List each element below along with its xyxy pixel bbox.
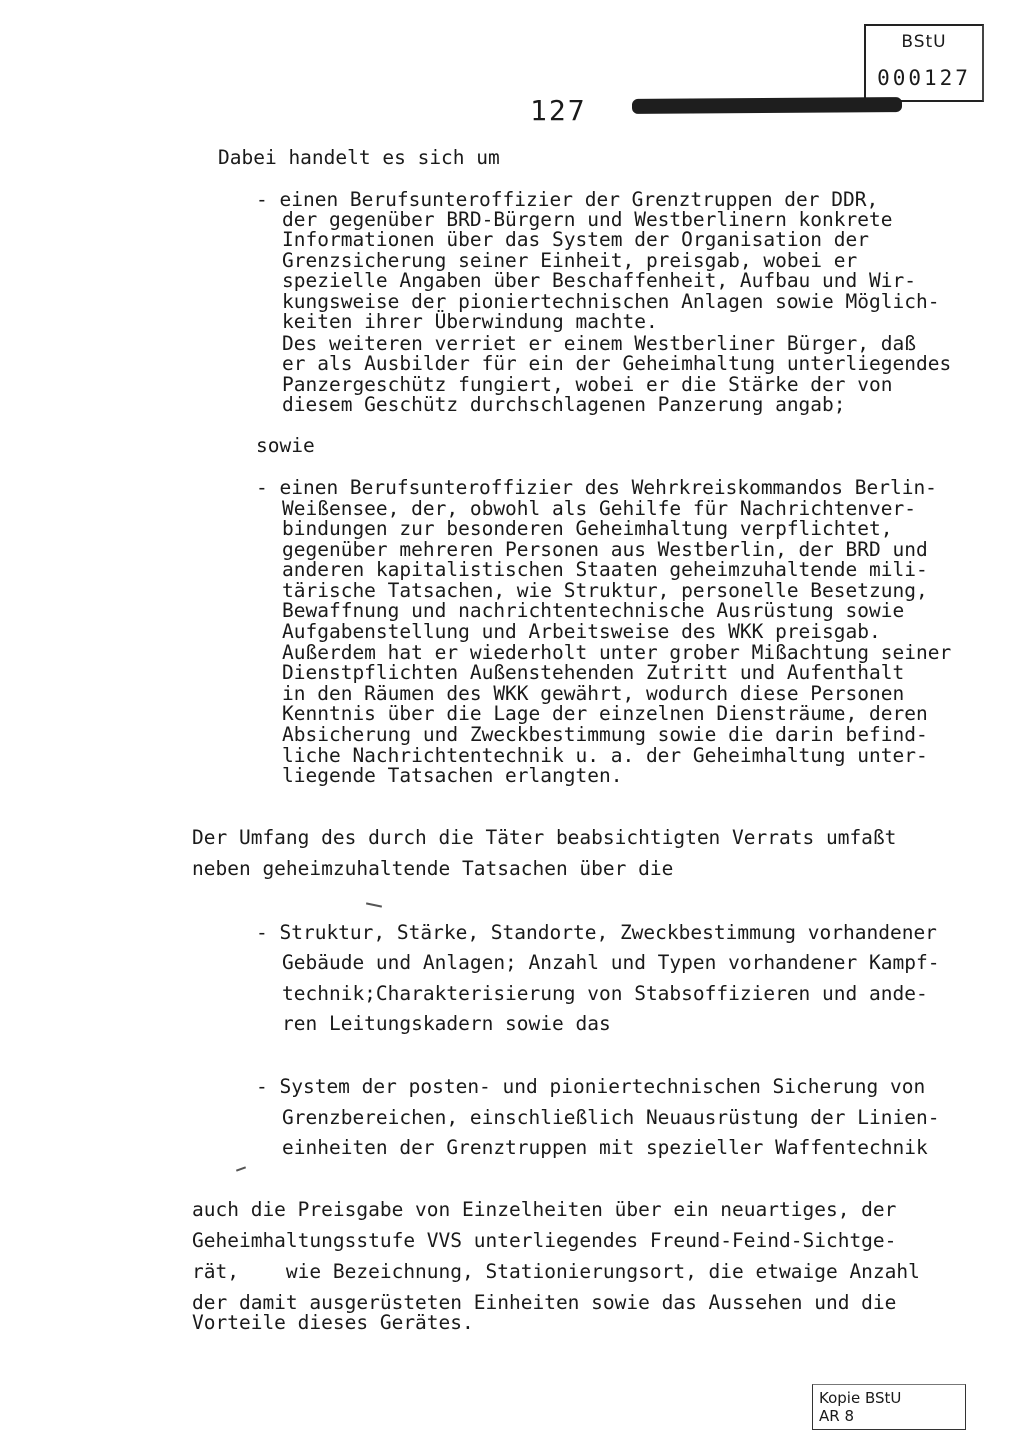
text-line: diesem Geschütz durchschlagenen Panzerung angab;	[282, 393, 846, 416]
text-line: - einen Berufsunteroffizier des Wehrkreiskommandos Berlin-	[256, 476, 937, 499]
text-line: sowie	[256, 434, 315, 457]
text-line: Geheimhaltungsstufe VVS unterliegendes Freund-Feind-Sichtge-	[192, 1229, 897, 1252]
text-line: - Struktur, Stärke, Standorte, Zweckbestimmung vorhandener	[256, 921, 937, 944]
text-line: Grenzsicherung seiner Einheit, preisgab, wobei er	[282, 249, 858, 272]
stray-mark	[236, 1166, 246, 1171]
text-line: rät, wie Bezeichnung, Stationierungsort, die etwaige Anzahl	[192, 1260, 920, 1283]
stamp-label: BStU	[901, 32, 947, 52]
text-line: kungsweise der pioniertechnischen Anlagen sowie Möglich-	[282, 290, 940, 313]
stamp-number: 000127	[877, 66, 971, 90]
text-line: er als Ausbilder für ein der Geheimhaltung unterliegendes	[282, 352, 952, 375]
text-line: auch die Preisgabe von Einzelheiten über ein neuartiges, der	[192, 1198, 897, 1221]
text-line: Bewaffnung und nachrichtentechnische Ausrüstung sowie	[282, 599, 905, 622]
text-line: in den Räumen des WKK gewährt, wodurch diese Personen	[282, 682, 905, 705]
text-line: liche Nachrichtentechnik u. a. der Geheimhaltung unter-	[282, 744, 928, 767]
text-line: ren Leitungskadern sowie das	[282, 1012, 611, 1035]
text-line: Kenntnis über die Lage der einzelnen Diensträume, deren	[282, 702, 928, 725]
text-line: Absicherung und Zweckbestimmung sowie die darin befind-	[282, 723, 928, 746]
text-line: keiten ihrer Überwindung machte.	[282, 310, 658, 333]
text-line: anderen kapitalistischen Staaten geheimzuhaltende mili-	[282, 558, 928, 581]
text-line: Dienstpflichten Außenstehenden Zutritt und Aufenthalt	[282, 661, 905, 684]
text-line: Der Umfang des durch die Täter beabsichtigten Verrats umfaßt	[192, 826, 897, 849]
text-line: liegende Tatsachen erlangten.	[282, 764, 623, 787]
text-line: gegenüber mehreren Personen aus Westberlin, der BRD und	[282, 538, 928, 561]
text-line: tärische Tatsachen, wie Struktur, personelle Besetzung,	[282, 579, 928, 602]
text-line: spezielle Angaben über Beschaffenheit, Aufbau und Wir-	[282, 269, 916, 292]
text-line: neben geheimzuhaltende Tatsachen über die	[192, 857, 674, 880]
text-line: Grenzbereichen, einschließlich Neuausrüstung der Linien-	[282, 1106, 940, 1129]
text-line: - einen Berufsunteroffizier der Grenztruppen der DDR,	[256, 188, 879, 211]
copy-stamp-line2: AR 8	[819, 1407, 854, 1425]
archive-stamp	[864, 24, 984, 102]
stray-mark	[366, 902, 382, 907]
text-line: einheiten der Grenztruppen mit spezieller Waffentechnik	[282, 1136, 928, 1159]
text-line: Panzergeschütz fungiert, wobei er die Stärke der von	[282, 373, 893, 396]
text-line: Aufgabenstellung und Arbeitsweise des WKK preisgab.	[282, 620, 881, 643]
copy-stamp	[812, 1384, 966, 1430]
text-line: Informationen über das System der Organisation der	[282, 228, 869, 251]
text-line: Weißensee, der, obwohl als Gehilfe für Nachrichtenver-	[282, 497, 916, 520]
text-line: der damit ausgerüsteten Einheiten sowie das Aussehen und die	[192, 1291, 897, 1314]
text-line: bindungen zur besonderen Geheimhaltung verpflichtet,	[282, 517, 893, 540]
copy-stamp-line1: Kopie BStU	[819, 1389, 902, 1407]
text-line: - System der posten- und pioniertechnischen Sicherung von	[256, 1075, 926, 1098]
redaction-bar	[632, 97, 902, 114]
text-line: Dabei handelt es sich um	[218, 146, 500, 169]
text-line: Außerdem hat er wiederholt unter grober Mißachtung seiner	[282, 641, 952, 664]
text-line: technik;Charakterisierung von Stabsoffizieren und ande-	[282, 982, 928, 1005]
text-line: Des weiteren verriet er einem Westberliner Bürger, daß	[282, 332, 916, 355]
text-line: der gegenüber BRD-Bürgern und Westberlinern konkrete	[282, 208, 893, 231]
text-line: Gebäude und Anlagen; Anzahl und Typen vorhandener Kampf-	[282, 951, 940, 974]
page-number: 127	[530, 94, 587, 127]
text-line: Vorteile dieses Gerätes.	[192, 1311, 474, 1334]
